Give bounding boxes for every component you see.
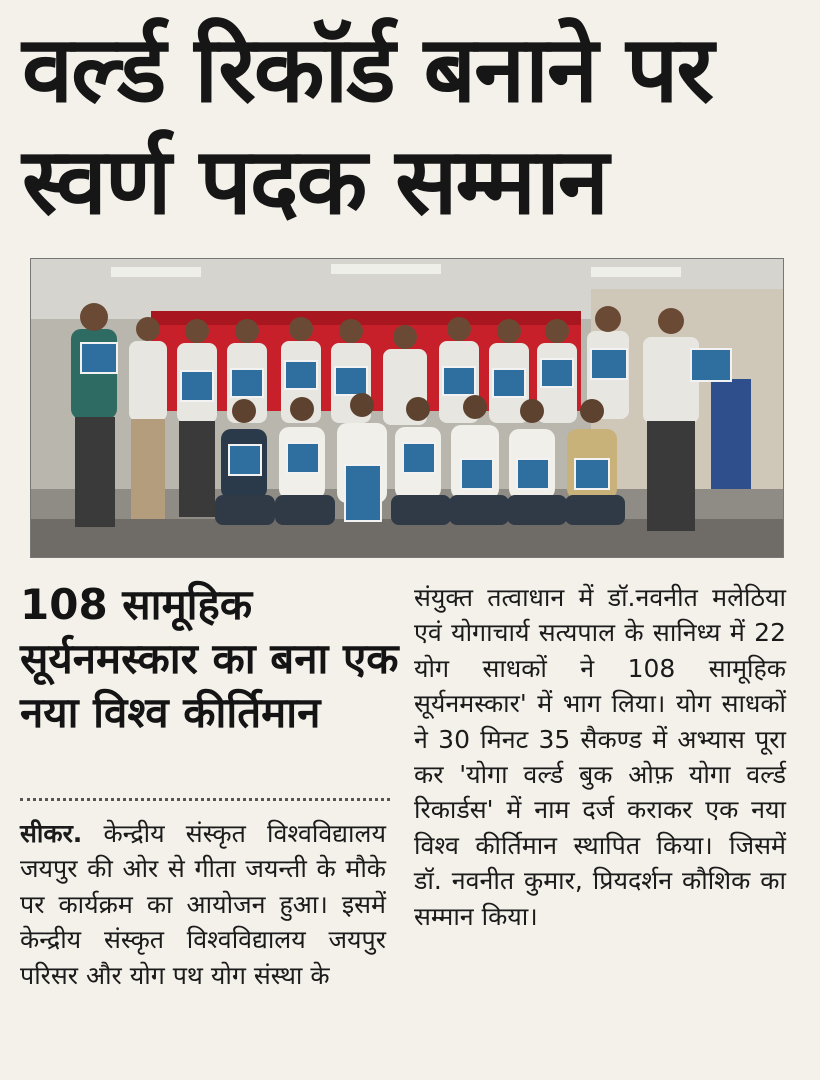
group-photo [30,258,784,558]
headline: वर्ल्ड रिकॉर्ड बनाने पर स्वर्ण पदक सम्मान [22,16,712,235]
body-text-left: केन्द्रीय संस्कृत विश्वविद्यालय जयपुर की ओर से गीता जयन्ती के मौके पर कार्यक्रम का आयोजन हुआ। इसमें केन्द्रीय संस्कृत विश्वविद्यालय जयपुर परिसर और योग पथ योग संस्था के [20,819,386,990]
article-body-right: संयुक्त तत्वाधान में डॉ.नवनीत मलेठिया एवं योगाचार्य सत्यपाल के सानिध्य में 22 योग साधकों ने 108 सामूहिक सूर्यनमस्कार' में भाग लिया। योग साधकों ने 30 मिनट 35 सैकण्ड में अभ्यास पूरा कर 'योगा वर्ल्ड बुक ओफ़ योगा वर्ल्ड रिकार्डस' में नाम दर्ज कराकर एक नया विश्व कीर्तिमान स्थापित किया। जिसमें डॉ. नवनीत कुमार, प्रियदर्शन कौशिक का सम्मान किया। [414,583,786,931]
article-body-left [20,816,386,993]
dotted-divider [20,798,390,801]
dateline: सीकर. [20,819,83,848]
subheadline: 108 सामूहिक सूर्यनमस्कार का बना एक नया विश्व कीर्तिमान [20,580,399,737]
